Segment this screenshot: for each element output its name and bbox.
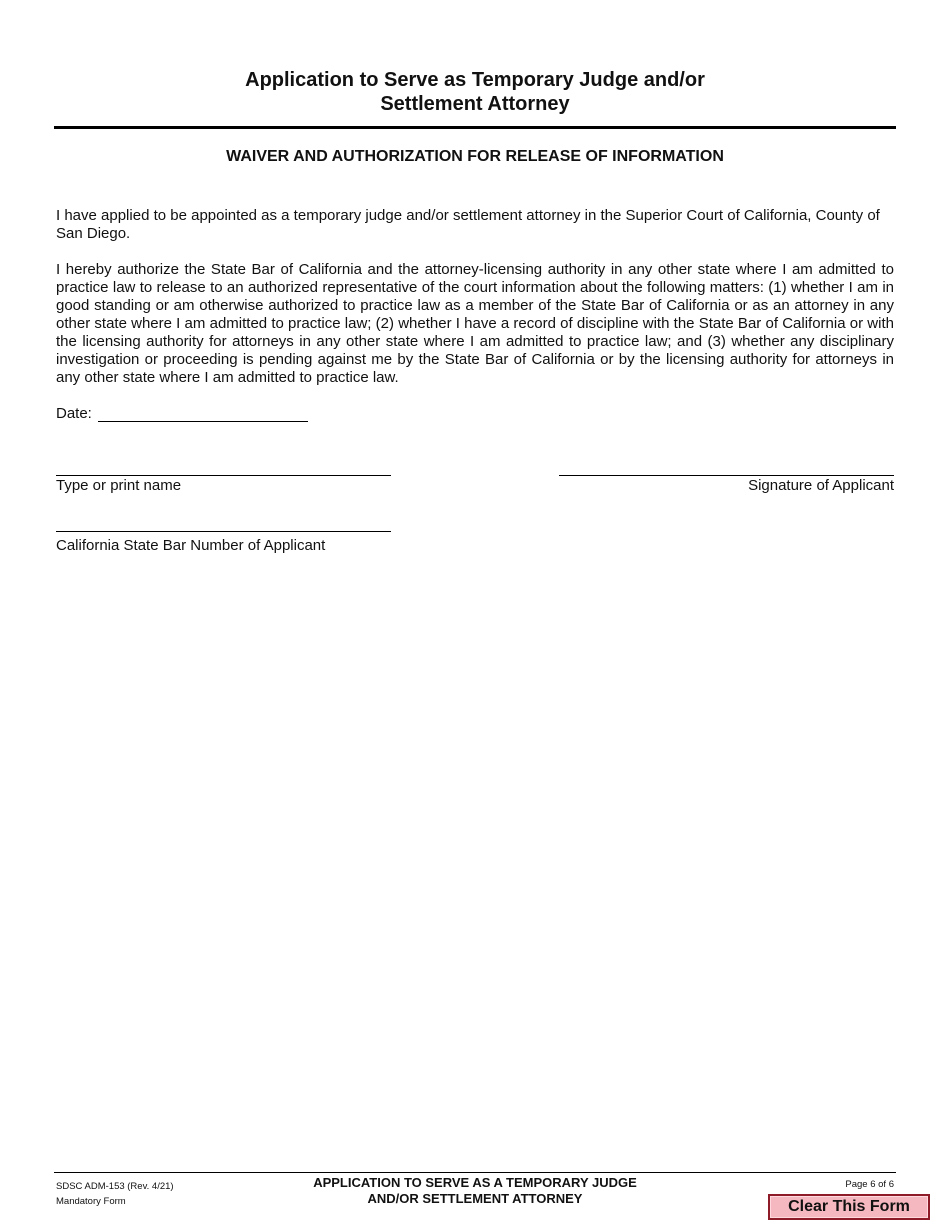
bar-number-label: California State Bar Number of Applicant xyxy=(56,537,326,554)
bar-number-field[interactable] xyxy=(56,531,391,532)
page-number: Page 6 of 6 xyxy=(845,1179,894,1190)
title-divider xyxy=(54,126,896,129)
page-title xyxy=(0,68,950,116)
footer-divider xyxy=(54,1172,896,1173)
page-title-line2: Settlement Attorney xyxy=(380,93,570,115)
date-label: Date: xyxy=(56,405,92,422)
signature-label: Signature of Applicant xyxy=(748,477,894,494)
authorization-paragraph: I hereby authorize the State Bar of California and the attorney-licensing authority in any other state where I am admitted to practice law to release to an authorized representative of the court information about the following matters: (1) whether I am in good standing or am otherwise authorized to practice law as a member of the State Bar of California or as an attorney in any other state where I am admitted to practice law; (2) whether I have a record of discipline with the State Bar of California or with the licensing authority for attorneys in any other state where I am admitted to practice law; and (3) whether any disciplinary investigation or proceeding is pending against me by the State Bar of California or by the licensing authority for attorneys in any other state where I am admitted to practice law. xyxy=(56,261,894,386)
intro-paragraph: I have applied to be appointed as a temporary judge and/or settlement attorney in the Superior Court of California, County of San Diego. xyxy=(56,207,880,242)
form-id: SDSC ADM-153 (Rev. 4/21) xyxy=(56,1181,174,1192)
date-field[interactable] xyxy=(98,421,308,422)
form-type: Mandatory Form xyxy=(56,1196,126,1207)
clear-form-button[interactable]: Clear This Form xyxy=(768,1194,930,1220)
section-heading: WAIVER AND AUTHORIZATION FOR RELEASE OF INFORMATION xyxy=(226,148,724,165)
footer-title-line1: APPLICATION TO SERVE AS A TEMPORARY JUDGE xyxy=(313,1175,637,1190)
name-label: Type or print name xyxy=(56,477,182,494)
name-field[interactable] xyxy=(56,475,391,476)
footer-title-line2: AND/OR SETTLEMENT ATTORNEY xyxy=(367,1191,583,1206)
signature-field[interactable] xyxy=(559,475,894,476)
page-title-line1: Application to Serve as Temporary Judge and/or xyxy=(245,69,705,91)
